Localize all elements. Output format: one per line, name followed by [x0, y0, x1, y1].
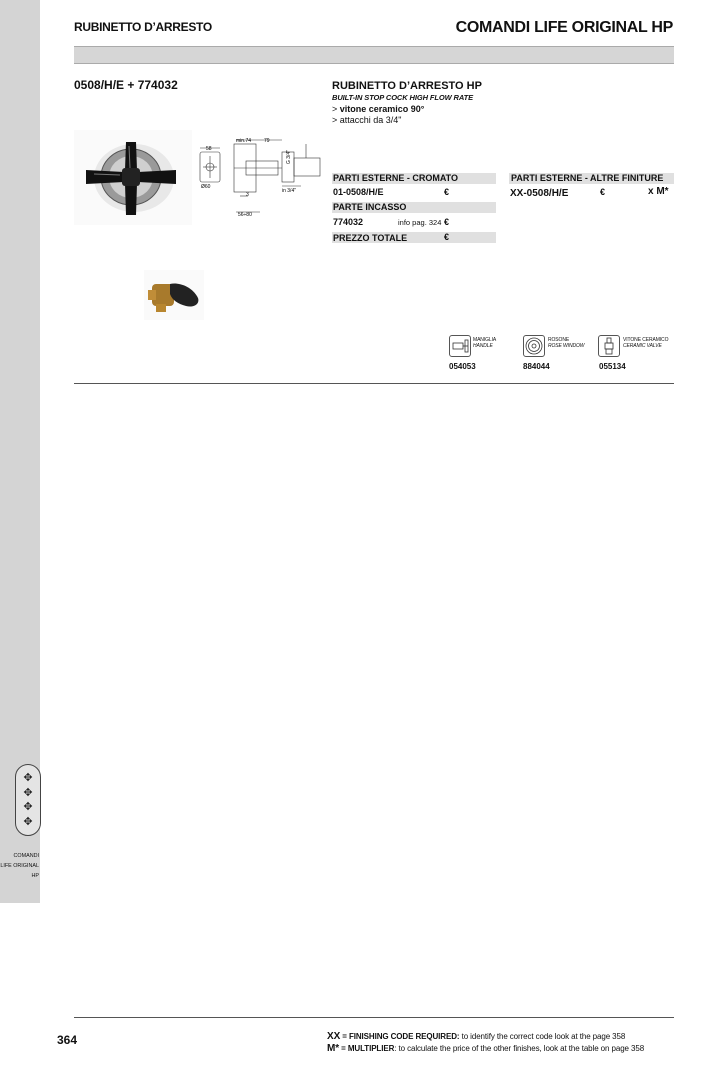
ceramic-valve-icon [598, 335, 620, 357]
total-euro: € [444, 232, 450, 242]
product-subtitle: BUILT-IN STOP COCK HIGH FLOW RATE [332, 93, 473, 102]
feature-bullet-2: > attacchi da 3/4" [332, 115, 402, 125]
collection-title: COMANDI LIFE ORIGINAL HP [455, 19, 673, 36]
footer-note-xx: XX = FINISHING CODE REQUIRED: to identify the correct code look at the page 358 [327, 1031, 626, 1042]
handle-label-it: MANIGLIA [473, 337, 497, 343]
valve-label-it: VITONE CERAMICO [623, 337, 669, 343]
other-header: PARTI ESTERNE - ALTRE FINITURE [511, 173, 664, 183]
incasso-info: info pag. 324 [398, 218, 442, 227]
built-in-valve-photo [144, 270, 204, 320]
rose-code: 884044 [523, 362, 550, 371]
technical-drawing [196, 134, 326, 224]
page-number: 364 [57, 1033, 78, 1047]
cross-handle-icon: ✥ [23, 771, 33, 784]
section-title: RUBINETTO D’ARRESTO [74, 20, 212, 34]
chrome-euro: € [444, 187, 450, 197]
cross-handle-icon: ✥ [23, 816, 33, 829]
rose-label-it: ROSONE [548, 337, 570, 343]
dim-58-label: 58 [206, 146, 212, 152]
product-name: RUBINETTO D’ARRESTO HP [332, 80, 482, 92]
dim-min74-label: min.74 [236, 138, 252, 144]
chrome-code: 01-0508/H/E [333, 187, 384, 197]
handle-label-en: HANDLE [473, 343, 493, 349]
sidebar-label-line2: LIFE ORIGINAL [0, 863, 39, 869]
valve-code: 055134 [599, 362, 626, 371]
section-divider [74, 383, 674, 384]
dim-in34-label: in 3/4" [282, 188, 297, 194]
sidebar-label-line3: HP [31, 873, 39, 879]
dim-79-label: 79 [264, 138, 270, 144]
multiplier-label: x M* [648, 186, 669, 197]
dim-g34-label: G 3/4" [286, 149, 292, 164]
rose-label-en: ROSE WINDOW [548, 343, 585, 349]
header-divider-bar [74, 46, 674, 64]
cross-handle-icon: ✥ [23, 801, 33, 814]
valve-label-en: CERAMIC VALVE [623, 343, 662, 349]
dim-3-label: 3 [246, 192, 249, 198]
product-code-title: 0508/H/E + 774032 [74, 78, 178, 92]
other-code: XX-0508/H/E [510, 188, 569, 199]
cross-handle-icon: ✥ [23, 786, 33, 799]
collection-symbol-badge [15, 764, 41, 836]
other-euro: € [600, 187, 606, 197]
feature-bullet-1: > vitone ceramico 90° [332, 104, 425, 114]
incasso-euro: € [444, 217, 450, 227]
rose-window-icon [523, 335, 545, 357]
sidebar-label-line1: COMANDI [13, 853, 39, 859]
footer-note-multiplier: M* = MULTIPLIER: to calculate the price of the other finishes, look at the table on page 358 [327, 1043, 645, 1054]
cross-handle-photo [74, 130, 192, 225]
incasso-header: PARTE INCASSO [333, 202, 407, 212]
handle-icon [449, 335, 471, 357]
chrome-header: PARTI ESTERNE - CROMATO [333, 173, 459, 183]
dim-d60-label: Ø60 [201, 184, 211, 190]
handle-code: 054053 [449, 362, 476, 371]
footer-divider [74, 1017, 674, 1018]
total-label: PREZZO TOTALE [333, 233, 408, 243]
incasso-code: 774032 [333, 217, 364, 227]
dim-56-80-label: 56÷80 [238, 212, 252, 218]
